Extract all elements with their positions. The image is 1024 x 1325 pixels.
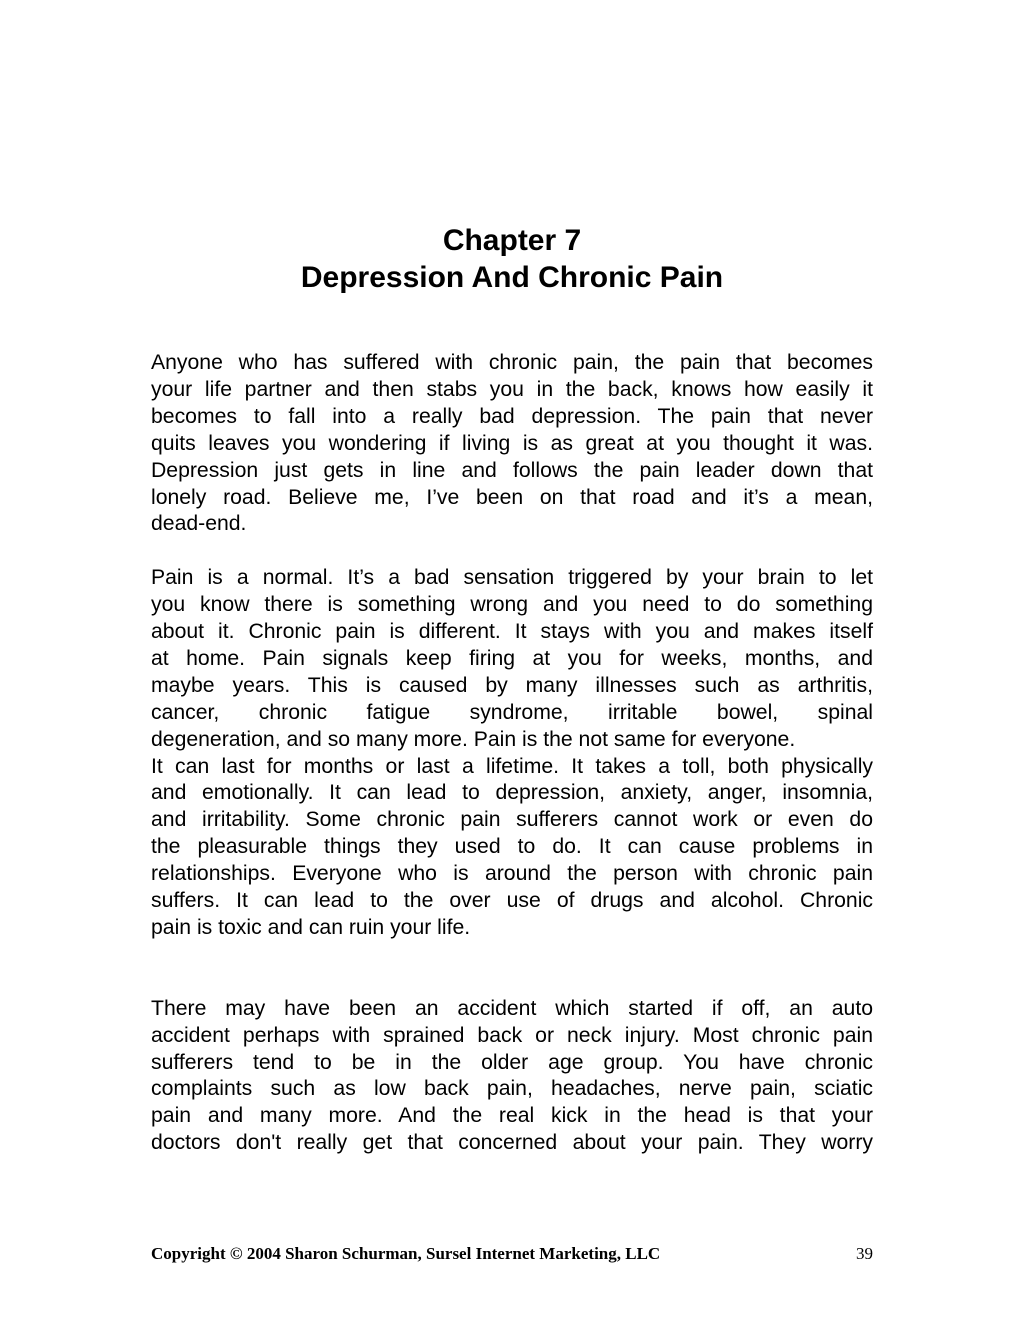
text-line: you know there is something wrong and you need to do something — [151, 593, 873, 617]
chapter-body — [151, 350, 873, 1157]
text-line: at home. Pain signals keep firing at you for weeks, months, and — [151, 646, 873, 670]
paragraph-1 — [151, 350, 873, 538]
text-line: and irritability. Some chronic pain sufferers cannot work or even do — [151, 808, 873, 832]
text-line: Pain is a normal. It’s a bad sensation triggered by your brain to let — [151, 566, 873, 590]
page-number: 39 — [856, 1244, 873, 1263]
text-line: maybe years. This is caused by many illnesses such as arthritis, — [151, 673, 873, 697]
text-line: It can last for months or last a lifetime. It takes a toll, both physically — [151, 754, 873, 778]
text-line: the pleasurable things they used to do. It can cause problems in — [151, 835, 873, 859]
text-line: about it. Chronic pain is different. It stays with you and makes itself — [151, 620, 873, 644]
text-line: cancer, chronic fatigue syndrome, irritable bowel, spinal — [151, 700, 873, 724]
text-line: accident perhaps with sprained back or neck injury. Most chronic pain — [151, 1023, 873, 1047]
paragraph-3 — [151, 996, 873, 1157]
text-line: doctors don't really get that concerned about your pain. They worry — [151, 1131, 873, 1155]
chapter-number: Chapter 7 — [442, 224, 582, 257]
text-line: dead-end. — [151, 512, 247, 536]
text-line: pain and many more. And the real kick in the head is that your — [151, 1104, 873, 1128]
chapter-title: Depression And Chronic Pain — [300, 261, 724, 294]
text-line: complaints such as low back pain, headaches, nerve pain, sciatic — [151, 1077, 873, 1101]
text-line: There may have been an accident which started if off, an auto — [151, 996, 873, 1020]
text-line: quits leaves you wondering if living is as great at you thought it was. — [151, 431, 873, 455]
copyright-notice: Copyright © 2004 Sharon Schurman, Sursel Internet Marketing, LLC — [151, 1244, 661, 1263]
page-footer — [151, 1243, 873, 1265]
text-line: sufferers tend to be in the older age group. You have chronic — [151, 1050, 873, 1074]
text-line: your life partner and then stabs you in the back, knows how easily it — [151, 377, 873, 401]
text-line: pain is toxic and can ruin your life. — [151, 916, 471, 940]
text-line: Depression just gets in line and follows the pain leader down that — [151, 458, 873, 482]
text-line: relationships. Everyone who is around the person with chronic pain — [151, 862, 873, 886]
text-line: degeneration, and so many more. Pain is the not same for everyone. — [151, 727, 796, 751]
chapter-heading — [150, 222, 874, 296]
text-line: suffers. It can lead to the over use of drugs and alcohol. Chronic — [151, 889, 873, 913]
text-line: and emotionally. It can lead to depression, anxiety, anger, insomnia, — [151, 781, 873, 805]
paragraph-2 — [151, 565, 873, 942]
text-line: Anyone who has suffered with chronic pain, the pain that becomes — [151, 351, 873, 374]
text-line: becomes to fall into a really bad depression. The pain that never — [151, 404, 873, 428]
text-line: lonely road. Believe me, I’ve been on that road and it’s a mean, — [151, 485, 873, 509]
